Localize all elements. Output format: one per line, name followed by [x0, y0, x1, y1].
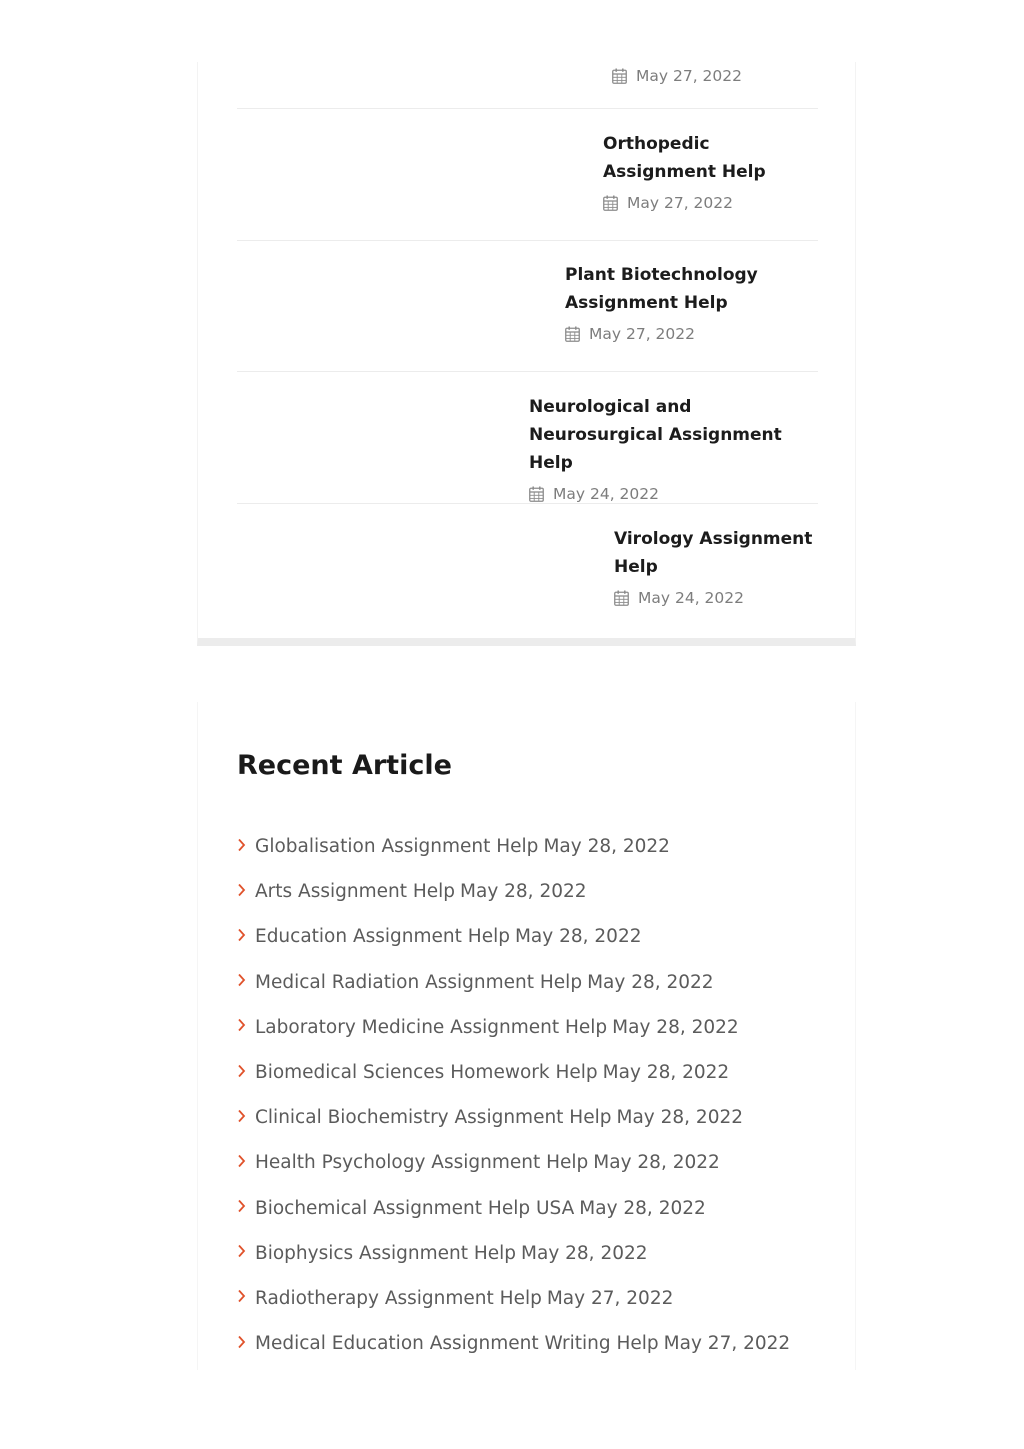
- recent-article-link[interactable]: Biochemical Assignment Help USA: [255, 1197, 575, 1219]
- recent-article-link[interactable]: Health Psychology Assignment Help: [255, 1152, 589, 1174]
- post-text: [565, 261, 818, 345]
- calendar-icon: [565, 326, 580, 342]
- list-item: [237, 1095, 790, 1140]
- post-text: [529, 393, 818, 505]
- post-title-link[interactable]: Orthopedic Assignment Help: [603, 134, 766, 182]
- chevron-right-icon: [237, 1244, 246, 1258]
- recent-article-date: May 28, 2022: [587, 971, 714, 993]
- post-date-text: May 24, 2022: [553, 485, 659, 503]
- recent-article-date: May 27, 2022: [663, 1333, 791, 1355]
- post-date-text: May 27, 2022: [589, 325, 695, 343]
- chevron-right-icon: [237, 838, 246, 852]
- recent-article-link[interactable]: Biophysics Assignment Help: [255, 1242, 517, 1264]
- recent-article-date: May 28, 2022: [521, 1242, 648, 1264]
- list-item: [237, 1140, 790, 1185]
- chevron-right-icon: [237, 1199, 246, 1213]
- post-title-link[interactable]: Virology Assignment Help: [614, 529, 813, 577]
- post-date: [603, 192, 818, 214]
- recent-article-link[interactable]: Globalisation Assignment Help: [255, 836, 539, 858]
- list-item: [237, 960, 790, 1005]
- list-item: [237, 1231, 790, 1276]
- list-item: [237, 1321, 790, 1366]
- calendar-icon: [612, 68, 627, 84]
- recent-article-link[interactable]: Medical Education Assignment Writing Help: [255, 1333, 659, 1355]
- post-item: [237, 504, 818, 624]
- list-item: [237, 1050, 790, 1095]
- recent-article-link[interactable]: Laboratory Medicine Assignment Help: [255, 1016, 608, 1038]
- chevron-right-icon: [237, 928, 246, 942]
- post-text: [614, 525, 818, 609]
- recent-article-date: May 28, 2022: [616, 1107, 744, 1129]
- post-date: [529, 483, 818, 505]
- chevron-right-icon: [237, 1018, 246, 1032]
- recent-article-date: May 28, 2022: [514, 926, 642, 948]
- recent-articles-title: Recent Article: [237, 750, 452, 781]
- list-item: [237, 1186, 790, 1231]
- post-item: [237, 109, 818, 241]
- recent-article-link[interactable]: Biomedical Sciences Homework Help: [255, 1062, 598, 1084]
- post-text: [612, 62, 742, 87]
- chevron-right-icon: [237, 1335, 246, 1349]
- latest-posts-widget: [197, 62, 856, 646]
- recent-article-link[interactable]: Arts Assignment Help: [255, 881, 456, 903]
- post-title-link[interactable]: Plant Biotechnology Assignment Help: [565, 265, 758, 313]
- post-title-link[interactable]: Neurological and Neurosurgical Assignment Help: [529, 397, 782, 473]
- chevron-right-icon: [237, 1154, 246, 1168]
- post-item: [237, 62, 818, 109]
- chevron-right-icon: [237, 973, 246, 987]
- chevron-right-icon: [237, 1289, 246, 1303]
- chevron-right-icon: [237, 883, 246, 897]
- post-text: [603, 130, 818, 214]
- calendar-icon: [529, 486, 544, 502]
- recent-article-link[interactable]: Clinical Biochemistry Assignment Help: [255, 1107, 612, 1129]
- post-date-text: May 24, 2022: [638, 589, 744, 607]
- recent-article-date: May 28, 2022: [460, 881, 587, 903]
- recent-article-date: May 28, 2022: [612, 1016, 739, 1038]
- post-item: [237, 372, 818, 504]
- post-date-text: May 27, 2022: [627, 194, 733, 212]
- list-item: [237, 869, 790, 914]
- chevron-right-icon: [237, 1064, 246, 1078]
- post-item: [237, 241, 818, 372]
- post-date: [565, 323, 818, 345]
- list-item: [237, 914, 790, 959]
- recent-article-date: May 27, 2022: [546, 1287, 674, 1309]
- list-item: [237, 824, 790, 869]
- list-item: [237, 1005, 790, 1050]
- recent-article-date: May 28, 2022: [602, 1062, 730, 1084]
- recent-article-date: May 28, 2022: [543, 836, 670, 858]
- recent-articles-widget: [197, 702, 856, 1370]
- list-item: [237, 1276, 790, 1321]
- recent-article-link[interactable]: Education Assignment Help: [255, 926, 510, 948]
- recent-article-date: May 28, 2022: [579, 1197, 706, 1219]
- recent-article-link[interactable]: Radiotherapy Assignment Help: [255, 1287, 542, 1309]
- recent-article-link[interactable]: Medical Radiation Assignment Help: [255, 971, 583, 993]
- post-date: [612, 65, 742, 87]
- calendar-icon: [614, 590, 629, 606]
- chevron-right-icon: [237, 1109, 246, 1123]
- recent-article-date: May 28, 2022: [593, 1152, 720, 1174]
- recent-articles-list: [237, 824, 790, 1366]
- post-date: [614, 587, 818, 609]
- post-date-text: May 27, 2022: [636, 67, 742, 85]
- calendar-icon: [603, 195, 618, 211]
